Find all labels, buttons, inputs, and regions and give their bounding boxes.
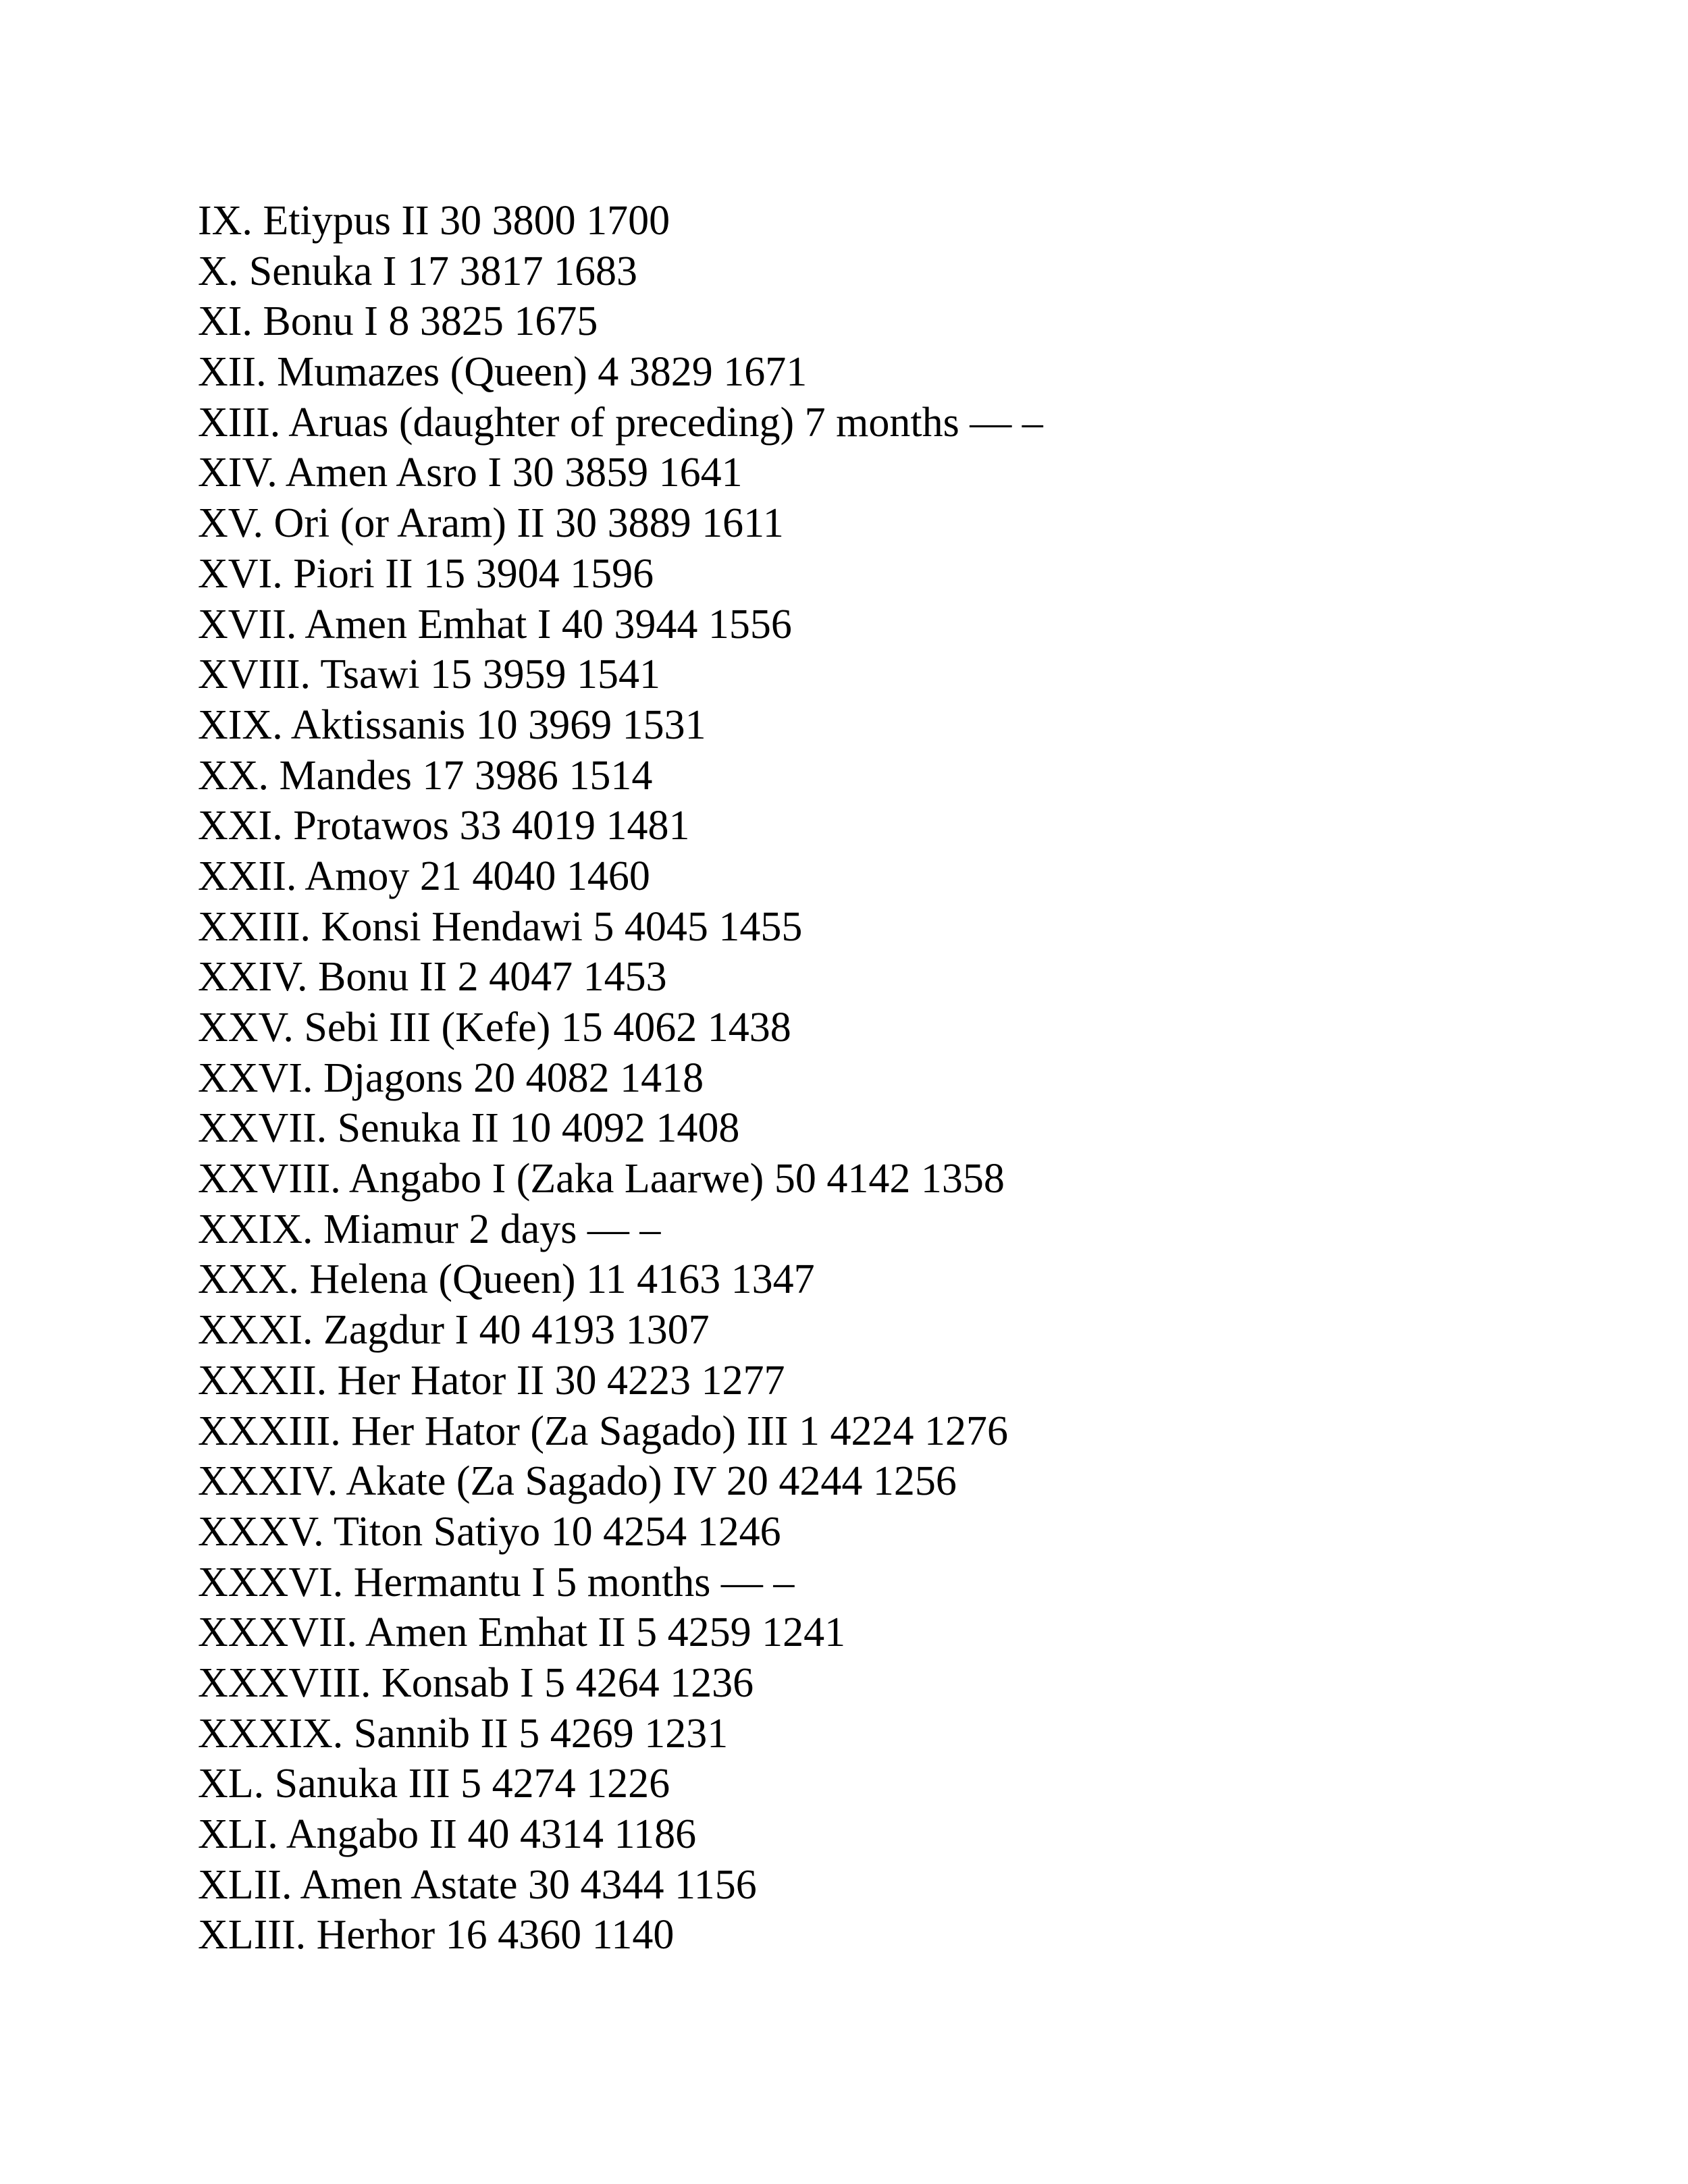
list-item: XXV. Sebi III (Kefe) 15 4062 1438 xyxy=(198,1005,791,1050)
list-item: XL. Sanuka III 5 4274 1226 xyxy=(198,1761,670,1807)
list-item: XXIII. Konsi Hendawi 5 4045 1455 xyxy=(198,903,803,950)
ruler-list xyxy=(198,196,1043,1961)
list-item: XI. Bonu I 8 3825 1675 xyxy=(198,298,598,345)
list-item: XXVI. Djagons 20 4082 1418 xyxy=(198,1055,704,1101)
list-item: XXVIII. Angabo I (Zaka Laarwe) 50 4142 1358 xyxy=(198,1156,1005,1202)
list-item: XXXIV. Akate (Za Sagado) IV 20 4244 1256 xyxy=(198,1458,957,1505)
list-item: X. Senuka I 17 3817 1683 xyxy=(198,248,637,294)
list-item: XXI. Protawos 33 4019 1481 xyxy=(198,803,690,849)
list-item: XXXI. Zagdur I 40 4193 1307 xyxy=(198,1307,710,1354)
list-item: XXIV. Bonu II 2 4047 1453 xyxy=(198,954,667,1001)
list-item: XII. Mumazes (Queen) 4 3829 1671 xyxy=(198,349,808,396)
list-item: XVII. Amen Emhat I 40 3944 1556 xyxy=(198,601,792,647)
list-item: XXX. Helena (Queen) 11 4163 1347 xyxy=(198,1256,815,1303)
list-item: XXXIX. Sannib II 5 4269 1231 xyxy=(198,1710,729,1757)
list-item: XXXII. Her Hator II 30 4223 1277 xyxy=(198,1357,785,1404)
list-item: XIX. Aktissanis 10 3969 1531 xyxy=(198,701,706,748)
list-item: XXXV. Titon Satiyo 10 4254 1246 xyxy=(198,1508,781,1555)
list-item: XLII. Amen Astate 30 4344 1156 xyxy=(198,1861,757,1908)
list-item: XVI. Piori II 15 3904 1596 xyxy=(198,550,654,597)
list-item: XXXIII. Her Hator (Za Sagado) III 1 4224 1276 xyxy=(198,1408,1009,1454)
list-item: XXXVIII. Konsab I 5 4264 1236 xyxy=(198,1659,754,1706)
list-item: IX. Etiypus II 30 3800 1700 xyxy=(198,198,670,244)
list-item: XIII. Aruas (daughter of preceding) 7 months — – xyxy=(198,399,1043,446)
list-item: XLIII. Herhor 16 4360 1140 xyxy=(198,1912,675,1959)
list-item: XLI. Angabo II 40 4314 1186 xyxy=(198,1811,697,1857)
list-item: XXXVII. Amen Emhat II 5 4259 1241 xyxy=(198,1609,846,1656)
list-item: XX. Mandes 17 3986 1514 xyxy=(198,752,653,799)
list-item: XIV. Amen Asro I 30 3859 1641 xyxy=(198,450,743,496)
list-item: XVIII. Tsawi 15 3959 1541 xyxy=(198,651,661,698)
list-item: XXIX. Miamur 2 days — – xyxy=(198,1206,661,1252)
list-item: XXII. Amoy 21 4040 1460 xyxy=(198,853,650,899)
list-item: XXVII. Senuka II 10 4092 1408 xyxy=(198,1105,740,1152)
list-item: XXXVI. Hermantu I 5 months — – xyxy=(198,1559,795,1605)
list-item: XV. Ori (or Aram) II 30 3889 1611 xyxy=(198,500,784,547)
